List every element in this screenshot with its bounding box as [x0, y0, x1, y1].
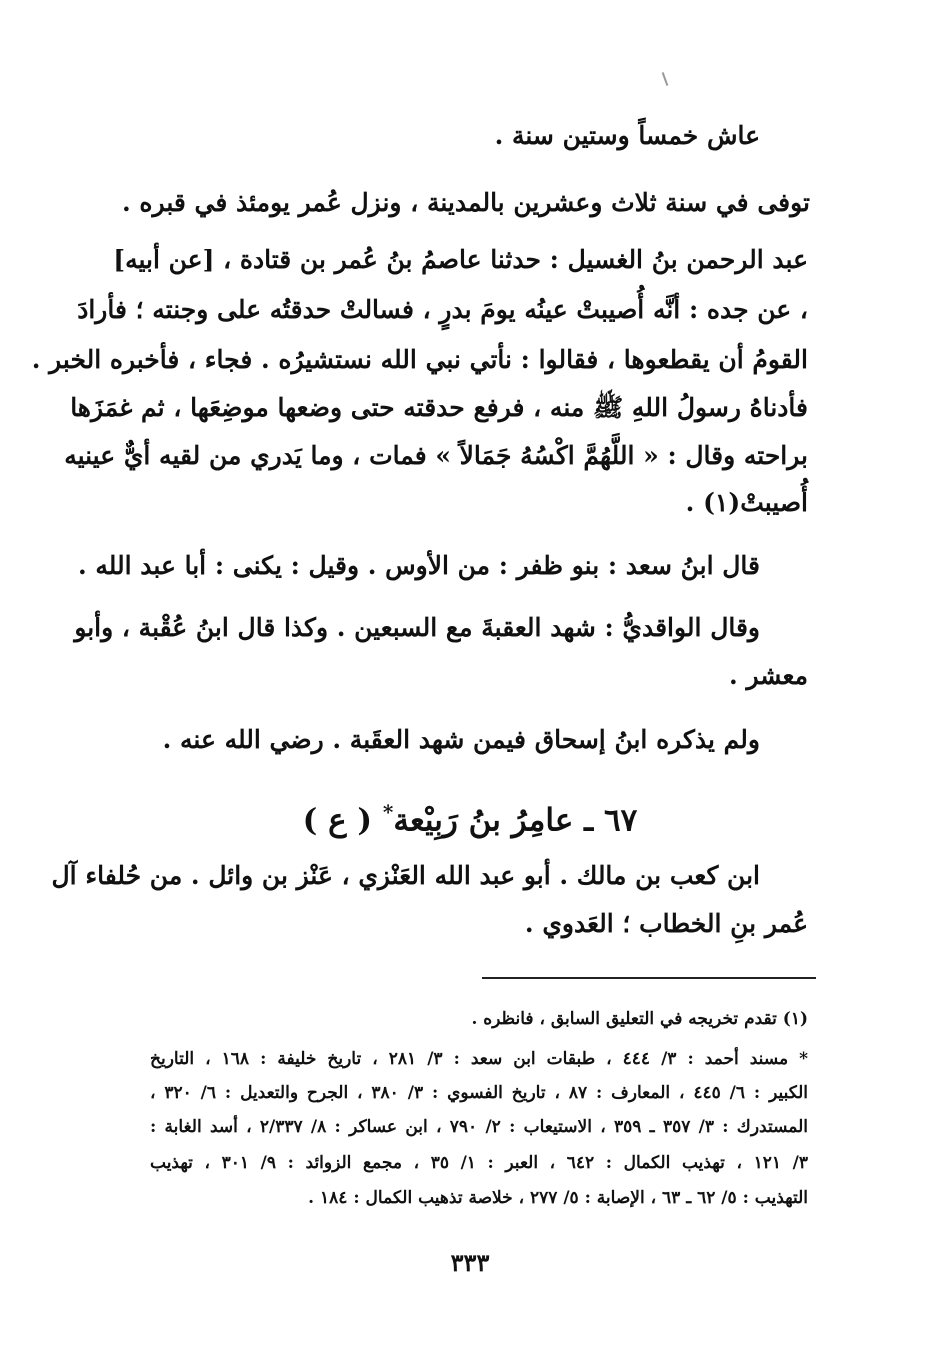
heading-tag: ( ع ) [302, 802, 373, 839]
footnote-line: التهذيب : ٥/ ٦٢ ـ ٦٣ ، الإصابة : ٥/ ٢٧٧ ، خلاصة تذهيب الكمال : ١٨٤ . [308, 1188, 808, 1208]
body-line: عُمر بنِ الخطاب ؛ العَدوي . [524, 909, 808, 938]
body-line: ، عن جده : أنَّه أُصيبتْ عينُه يومَ بدرٍ ، فسالتْ حدقتُه على وجنته ؛ فأرادَ [77, 295, 808, 324]
footnote-line: الكبير : ٦/ ٤٤٥ ، المعارف : ٨٧ ، تاريخ الفسوي : ٣/ ٣٨٠ ، الجرح والتعديل : ٦/ ٣٢٠ ، [150, 1083, 809, 1103]
footnote-line: المستدرك : ٣/ ٣٥٧ ـ ٣٥٩ ، الاستيعاب : ٢/ ٧٩٠ ، ابن عساكر : ٨/ ٢/٣٣٧ ، أسد الغابة : [150, 1117, 808, 1137]
body-line: فأدناهُ رسولُ اللهِ ﷺ منه ، فرفع حدقته حتى وضعها موضِعَها ، ثم غمَزَها [70, 393, 808, 422]
body-line: معشر . [729, 661, 808, 690]
body-line: توفى في سنة ثلاث وعشرين بالمدينة ، ونزل عُمر يومئذ في قبره . [122, 188, 810, 217]
body-line: القومُ أن يقطعوها ، فقالوا : نأتي نبي الله نستشيرُه . فجاء ، فأخبره الخبر . [31, 345, 808, 374]
footnote-separator [482, 977, 816, 979]
heading-marker: * [382, 800, 394, 824]
body-line: براحته وقال : « اللَّهُمَّ اكْسُهُ جَمَالاً » فمات ، وما يَدري من لقيه أيٌّ عينيه [64, 441, 808, 470]
footnote-line: * مسند أحمد : ٣/ ٤٤٤ ، طبقات ابن سعد : ٣/ ٢٨١ ، تاريخ خليفة : ١٦٨ ، التاريخ [150, 1049, 808, 1069]
footnote-line: (١) تقدم تخريجه في التعليق السابق ، فانظره . [471, 1009, 808, 1029]
body-line: قال ابنُ سعد : بنو ظفر : من الأوس . وقيل : يكنى : أبا عبد الله . [77, 551, 760, 580]
page-number: ٣٣٣ [450, 1248, 490, 1277]
footnote-line: ٣/ ١٢١ ، تهذيب الكمال : ٦٤٢ ، العبر : ١/ ٣٥ ، مجمع الزوائد : ٩/ ٣٠١ ، تهذيب [150, 1153, 808, 1173]
scan-mark [662, 72, 669, 86]
entry-heading [0, 790, 940, 842]
body-line: وقال الواقديُّ : شهد العقبةَ مع السبعين . وكذا قال ابنُ عُقْبة ، وأبو [74, 613, 760, 642]
body-line: أُصيبتْ(١) . [685, 488, 808, 517]
body-line: عبد الرحمن بنُ الغسيل : حدثنا عاصمُ بنُ عُمر بن قتادة ، [عن أبيه] [113, 245, 808, 274]
body-line: عاش خمساً وستين سنة . [494, 121, 760, 150]
body-line: ولم يذكره ابنُ إسحاق فيمن شهد العقَبة . رضي الله عنه . [162, 725, 760, 754]
heading-title: ٦٧ ـ عامِرُ بنُ رَبِيْعة [393, 802, 638, 839]
body-line: ابن كعب بن مالك . أبو عبد الله العَنْزي ، عَنْز بن وائل . من حُلفاء آل [51, 861, 760, 890]
